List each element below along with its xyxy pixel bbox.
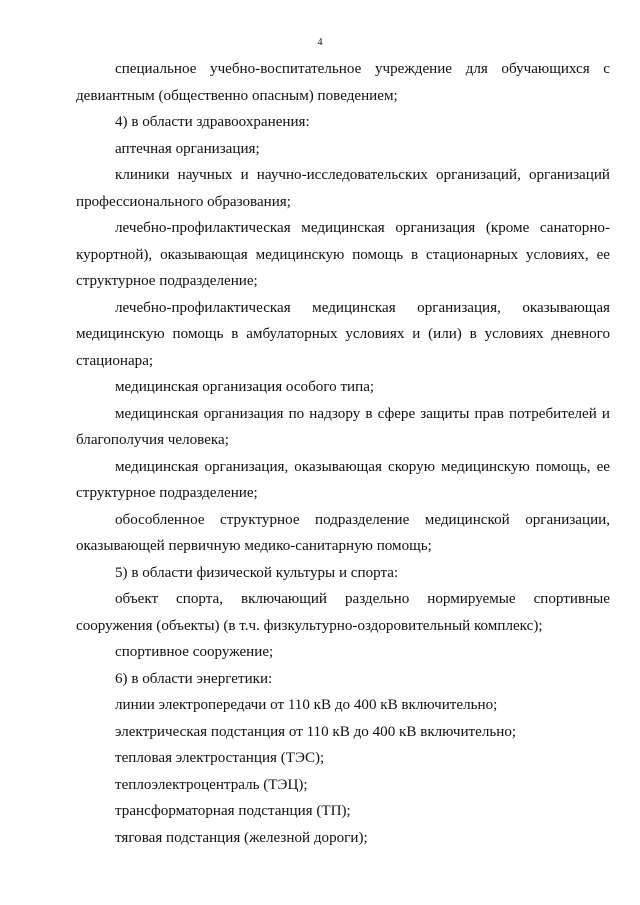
paragraph-transformer-substation: трансформаторная подстанция (ТП); xyxy=(115,803,351,819)
paragraph-power-lines: линии электропередачи от 110 кВ до 400 кВ включительно; xyxy=(115,697,498,713)
document-body xyxy=(76,56,610,851)
paragraph-sports-facility: спортивное сооружение; xyxy=(115,644,274,660)
paragraph-sports-object: объект спорта, включающий раздельно нормируемые спортивные сооружения (объекты) (в т.ч. физкультурно-оздоровительный комплекс); xyxy=(76,591,610,634)
paragraph-special-institution: специальное учебно-воспитательное учреждение для обучающихся с девиантным (общественно опасным) поведением; xyxy=(76,61,610,104)
paragraph-pharmacy: аптечная организация; xyxy=(115,140,260,157)
paragraph-combined-heat-power-plant: теплоэлектроцентраль (ТЭЦ); xyxy=(115,776,308,793)
paragraph-traction-substation: тяговая подстанция (железной дороги); xyxy=(115,829,368,846)
paragraph-special-type-organization: медицинская организация особого типа; xyxy=(115,379,375,395)
paragraph-primary-care-subdivision: обособленное структурное подразделение медицинской организации, оказывающей первичную медико-санитарную помощь; xyxy=(76,511,610,554)
section-heading-healthcare: 4) в области здравоохранения: xyxy=(115,114,310,130)
section-heading-energy: 6) в области энергетики: xyxy=(115,670,273,687)
paragraph-thermal-power-plant: тепловая электростанция (ТЭС); xyxy=(115,750,325,766)
paragraph-inpatient-organization: лечебно-профилактическая медицинская организация (кроме санаторно-курортной), оказывающая медицинскую помощь в стационарных условиях, ее структурное подразделение; xyxy=(76,220,610,289)
section-heading-sports: 5) в области физической культуры и спорта: xyxy=(115,564,399,581)
paragraph-outpatient-organization: лечебно-профилактическая медицинская организация, оказывающая медицинскую помощь в амбулаторных условиях и (или) в условиях дневного стационара; xyxy=(76,299,610,369)
paragraph-ambulance-organization: медицинская организация, оказывающая скорую медицинскую помощь, ее структурное подразделение; xyxy=(76,458,610,501)
paragraph-clinics: клиники научных и научно-исследовательских организаций, организаций профессионального образования; xyxy=(76,167,610,210)
paragraph-consumer-protection-organization: медицинская организация по надзору в сфере защиты прав потребителей и благополучия человека; xyxy=(76,405,610,448)
paragraph-electrical-substation: электрическая подстанция от 110 кВ до 400 кВ включительно; xyxy=(115,723,517,740)
page-number: 4 xyxy=(317,37,323,48)
